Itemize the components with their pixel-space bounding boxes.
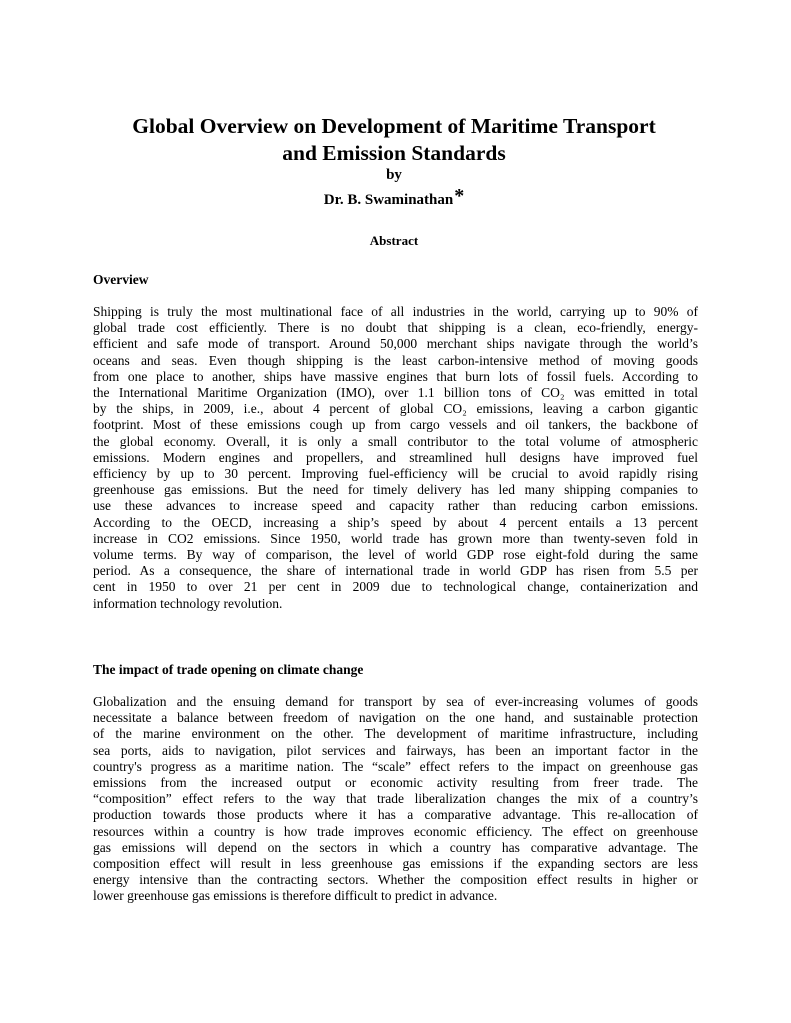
abstract-label: Abstract [369, 233, 419, 248]
paragraph-line: resources within a country is how trade improves economic efficiency. The effect on greenhouse [93, 823, 698, 839]
paragraph-line: efficiency by up to 30 percent. Improving fuel-efficiency will be crucial to avoid rapidly rising [93, 466, 698, 482]
paragraph-line: necessitate a balance between freedom of navigation on the one hand, and sustainable protection [93, 710, 698, 726]
title-line-2: and Emission Standards [282, 141, 506, 165]
paragraph-line: composition effect will result in less greenhouse gas emissions if the expanding sectors are less [93, 856, 698, 872]
paragraph-trade-impact [93, 694, 698, 905]
by-line: by [386, 167, 402, 183]
paragraph-line: production towards those products where it has a comparative advantage. This re-allocation of [93, 807, 698, 823]
paragraph-line: greenhouse gas emissions. But the need for timely delivery has led many shipping companies to [93, 482, 698, 498]
paragraph-line: volume terms. By way of comparison, the level of world GDP rose eight-fold during the same [93, 547, 698, 563]
paragraph-line: increase in CO2 emissions. Since 1950, world trade has grown more than twenty-seven fold in [93, 530, 698, 546]
author-name: Dr. B. Swaminathan [323, 192, 454, 208]
paragraph-line: oceans and seas. Even though shipping is the least carbon-intensive method of moving goods [93, 352, 698, 368]
paragraph-line: the global economy. Overall, it is only a small contributor to the total volume of atmospheric [93, 433, 698, 449]
paragraph-line: According to the OECD, increasing a ship’s speed by about 4 percent entails a 13 percent [93, 514, 698, 530]
paragraph-overview [93, 304, 698, 612]
paragraph-line: by the ships, in 2009, i.e., about 4 percent of global CO₂ emissions, leaving a carbon gigantic [93, 401, 698, 417]
paragraph-line: Shipping is truly the most multinational face of all industries in the world, carrying up to 90% of [93, 304, 698, 319]
section-heading-overview: Overview [93, 272, 149, 287]
paragraph-line: cent in 1950 to over 21 per cent in 2009 due to technological change, containerization and [93, 579, 698, 595]
paragraph-line: from one place to another, ships have massive engines that burn lots of fossil fuels. According to [93, 368, 698, 384]
paragraph-line: of the marine environment on the other. The development of maritime infrastructure, including [93, 726, 698, 742]
paragraph-line: efficient and safe mode of transport. Around 50,000 merchant ships navigate through the world’s [93, 336, 698, 352]
paragraph-line: period. As a consequence, the share of international trade in world GDP has risen from 5.5 per [93, 563, 698, 579]
paragraph-line: information technology revolution. [93, 595, 283, 611]
author-footnote-mark: * [454, 185, 465, 207]
paragraph-line: country's progress as a maritime nation. The “scale” effect refers to the impact on greenhouse gas [93, 758, 698, 774]
paragraph-line: global trade cost efficiently. There is no doubt that shipping is a clean, eco-friendly, energy- [93, 320, 698, 336]
author-line [90, 185, 698, 211]
section-heading-trade-impact: The impact of trade opening on climate change [93, 662, 364, 677]
title-block [90, 113, 698, 211]
paragraph-line: Globalization and the ensuing demand for transport by sea of ever-increasing volumes of goods [93, 694, 698, 709]
paragraph-line: sea ports, aids to navigation, pilot services and fairways, has been an important factor in the [93, 742, 698, 758]
paragraph-line: use these advances to increase speed and capacity rather than reducing carbon emissions. [93, 498, 698, 514]
paragraph-line: lower greenhouse gas emissions is therefore difficult to predict in advance. [93, 888, 498, 904]
paragraph-line: footprint. Most of these emissions cough up from cargo vessels and oil tankers, the backbone of [93, 417, 698, 433]
paragraph-line: emissions. Modern engines and propellers, and streamlined hull designs have improved fuel [93, 449, 698, 465]
paragraph-line: “composition” effect refers to the way that trade liberalization changes the mix of a country’s [93, 791, 698, 807]
paragraph-line: energy intensive than the contracting sectors. Whether the composition effect results in higher or [93, 872, 698, 888]
title-line-1: Global Overview on Development of Maritime Transport [132, 114, 656, 138]
paragraph-line: gas emissions will depend on the sectors in which a country has comparative advantage. The [93, 839, 698, 855]
paragraph-line: emissions from the increased output or economic activity resulting from freer trade. The [93, 775, 698, 791]
paragraph-line: the International Maritime Organization (IMO), over 1.1 billion tons of CO₂ was emitted in total [93, 385, 698, 401]
